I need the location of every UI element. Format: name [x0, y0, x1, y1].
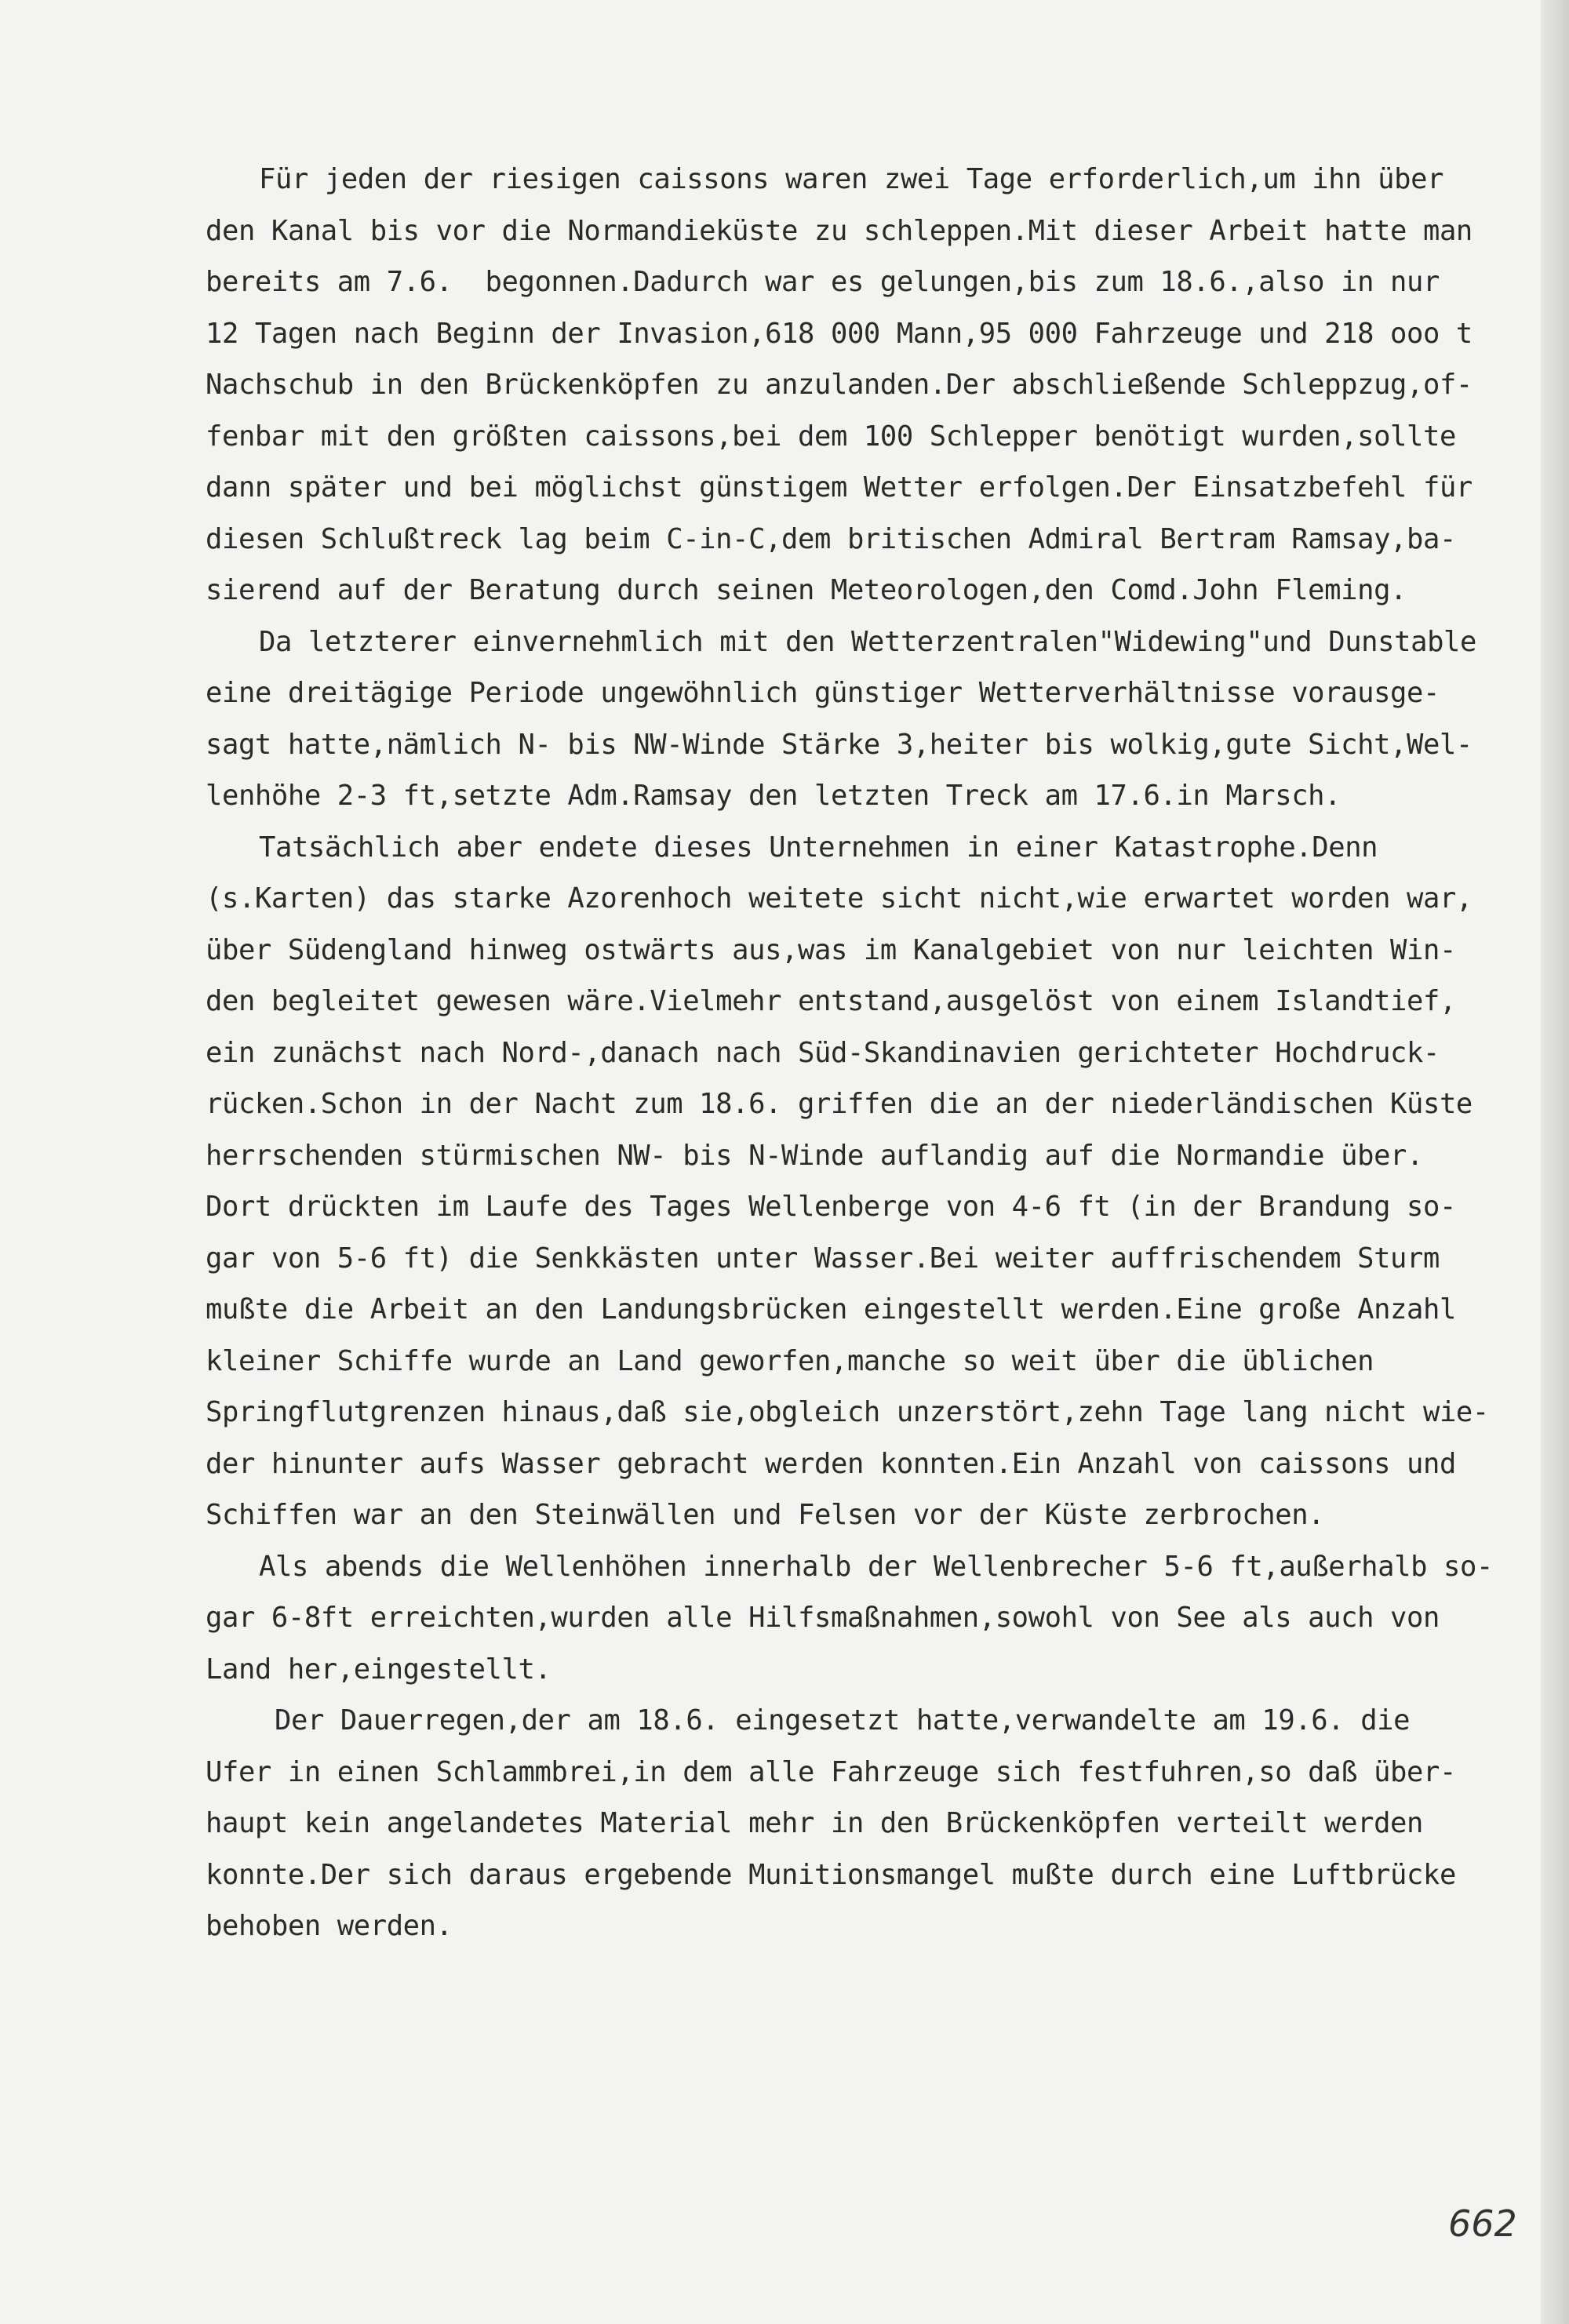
body-text — [206, 154, 1492, 1952]
text-line: Springflutgrenzen hinaus,daß sie,obgleich unzerstört,zehn Tage lang nicht wie- — [206, 1396, 1489, 1428]
text-line: über Südengland hinweg ostwärts aus,was im Kanalgebiet von nur leichten Win- — [206, 933, 1456, 966]
text-line: behoben werden. — [206, 1910, 453, 1942]
text-line: sierend auf der Beratung durch seinen Meteorologen,den Comd.John Fleming. — [206, 574, 1407, 606]
text-line: Dort drückten im Laufe des Tages Wellenberge von 4-6 ft (in der Brandung so- — [206, 1191, 1456, 1223]
text-line: Da letzterer einvernehmlich mit den Wetterzentralen"Widewing"und Dunstable — [259, 625, 1476, 658]
text-line: ein zunächst nach Nord-,danach nach Süd-Skandinavien gerichteter Hochdruck- — [206, 1036, 1440, 1069]
text-line: Land her,eingestellt. — [206, 1653, 552, 1686]
text-line: den begleitet gewesen wäre.Vielmehr entstand,ausgelöst von einem Islandtief, — [206, 985, 1456, 1017]
text-line: kleiner Schiffe wurde an Land geworfen,manche so weit über die üblichen — [206, 1344, 1374, 1377]
text-line: mußte die Arbeit an den Landungsbrücken eingestellt werden.Eine große Anzahl — [206, 1293, 1456, 1326]
text-line: der hinunter aufs Wasser gebracht werden konnten.Ein Anzahl von caissons und — [206, 1447, 1456, 1480]
text-line: konnte.Der sich daraus ergebende Munitionsmangel mußte durch eine Luftbrücke — [206, 1858, 1456, 1891]
text-line: (s.Karten) das starke Azorenhoch weitete sicht nicht,wie erwartet worden war, — [206, 882, 1473, 915]
text-line: bereits am 7.6. begonnen.Dadurch war es gelungen,bis zum 18.6.,also in nur — [206, 266, 1440, 298]
text-line: den Kanal bis vor die Normandieküste zu schleppen.Mit dieser Arbeit hatte man — [206, 214, 1473, 247]
text-line: rücken.Schon in der Nacht zum 18.6. griffen die an der niederländischen Küste — [206, 1088, 1473, 1120]
text-line: Als abends die Wellenhöhen innerhalb der Wellenbrecher 5-6 ft,außerhalb so- — [259, 1550, 1493, 1583]
text-line: gar von 5-6 ft) die Senkkästen unter Wasser.Bei weiter auffrischendem Sturm — [206, 1242, 1440, 1275]
page-edge-shadow — [1541, 0, 1569, 2324]
text-line: diesen Schlußtreck lag beim C-in-C,dem britischen Admiral Bertram Ramsay,ba- — [206, 522, 1456, 555]
text-line: herrschenden stürmischen NW- bis N-Winde auflandig auf die Normandie über. — [206, 1139, 1423, 1172]
text-line: dann später und bei möglichst günstigem Wetter erfolgen.Der Einsatzbefehl für — [206, 471, 1473, 504]
text-line: gar 6-8ft erreichten,wurden alle Hilfsmaßnahmen,sowohl von See als auch von — [206, 1602, 1440, 1634]
text-line: eine dreitägige Periode ungewöhnlich günstiger Wetterverhältnisse vorausge- — [206, 677, 1440, 709]
text-line: haupt kein angelandetes Material mehr in den Brückenköpfen verteilt werden — [206, 1807, 1423, 1839]
text-line: Ufer in einen Schlammbrei,in dem alle Fahrzeuge sich festfuhren,so daß über- — [206, 1755, 1456, 1788]
text-line: fenbar mit den größten caissons,bei dem 100 Schlepper benötigt wurden,sollte — [206, 420, 1456, 453]
text-line: Für jeden der riesigen caissons waren zwei Tage erforderlich,um ihn über — [259, 163, 1444, 195]
text-line: 12 Tagen nach Beginn der Invasion,618 000 Mann,95 000 Fahrzeuge und 218 ooo t — [206, 317, 1473, 350]
text-line: lenhöhe 2-3 ft,setzte Adm.Ramsay den letzten Treck am 17.6.in Marsch. — [206, 780, 1341, 812]
text-line: Der Dauerregen,der am 18.6. eingesetzt hatte,verwandelte am 19.6. die — [275, 1704, 1411, 1737]
text-line: Tatsächlich aber endete dieses Unternehmen in einer Katastrophe.Denn — [259, 831, 1378, 864]
text-line: Nachschub in den Brückenköpfen zu anzulanden.Der abschließende Schleppzug,of- — [206, 369, 1473, 401]
page-number: 662 — [1448, 2202, 1517, 2245]
text-line: sagt hatte,nämlich N- bis NW-Winde Stärke 3,heiter bis wolkig,gute Sicht,Wel- — [206, 728, 1473, 761]
text-line: Schiffen war an den Steinwällen und Felsen vor der Küste zerbrochen. — [206, 1499, 1325, 1531]
